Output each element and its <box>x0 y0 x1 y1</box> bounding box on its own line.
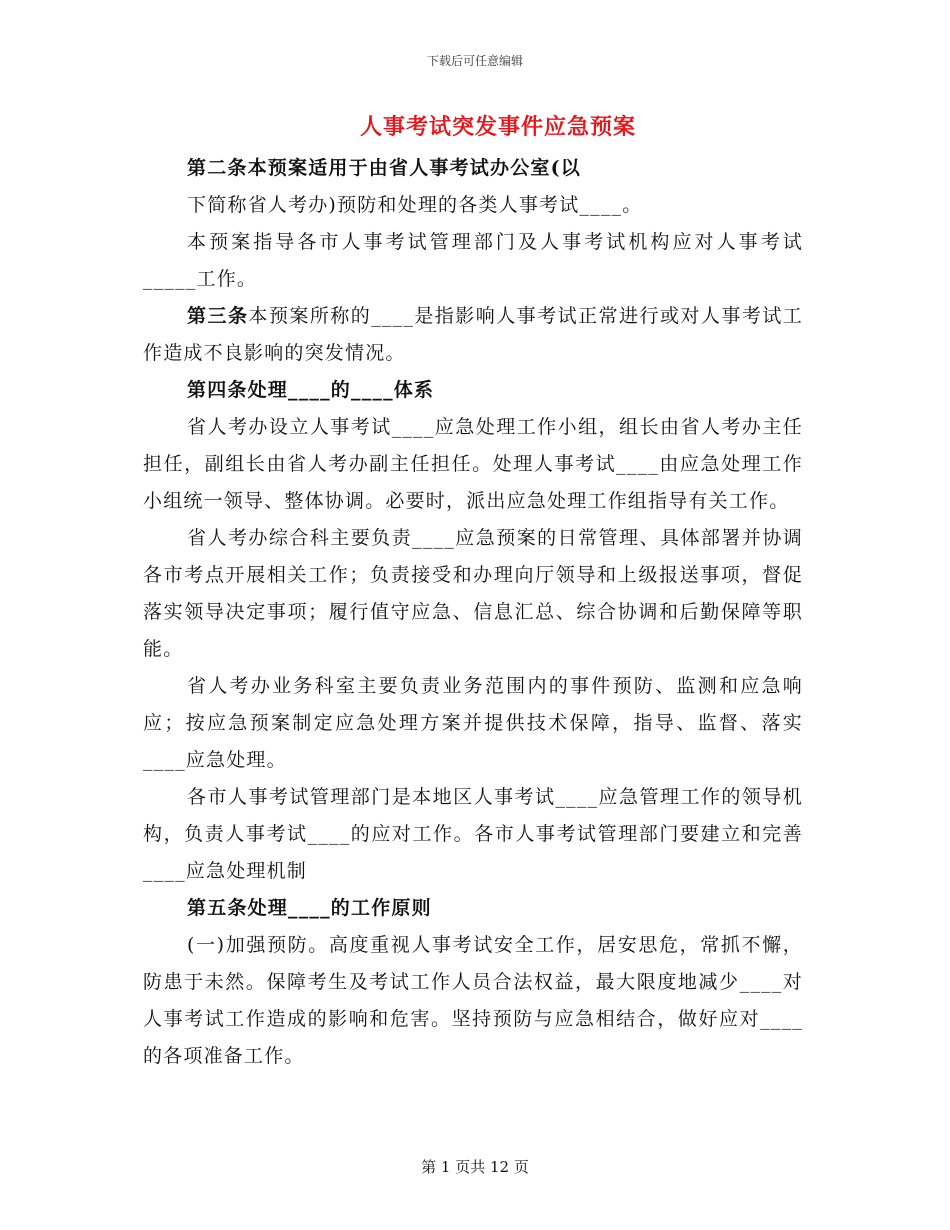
paragraph-article-2 <box>143 150 803 187</box>
paragraph-business-office <box>143 668 803 779</box>
document-title: 人事考试突发事件应急预案 <box>359 114 636 140</box>
paragraph-team <box>143 409 803 520</box>
article-heading: 第四条处理____的____体系 <box>187 379 435 401</box>
paragraph-text: 下简称省人考办)预防和处理的各类人事考试____。 <box>187 194 643 216</box>
paragraph-text: 省人考办设立人事考试____应急处理工作小组，组长由省人考办主任担任，副组长由省人考办副主任担任。处理人事考试____由应急处理工作小组统一领导、整体协调。必要时，派出应急处理工作组指导有关工作。 <box>143 416 803 512</box>
paragraph-article-4 <box>143 372 803 409</box>
paragraph-scope <box>143 187 803 224</box>
paragraph-city-departments <box>143 779 803 890</box>
page-header: 下载后可任意编辑 <box>426 54 523 68</box>
paragraph-guidance <box>143 224 803 298</box>
paragraph-article-3 <box>143 298 803 372</box>
paragraph-text: 本预案指导各市人事考试管理部门及人事考试机构应对人事考试_____工作。 <box>143 231 803 290</box>
page-footer: 第 1 页共 12 页 <box>421 1158 529 1176</box>
paragraph-text: 各市人事考试管理部门是本地区人事考试____应急管理工作的领导机构，负责人事考试____的应对工作。各市人事考试管理部门要建立和完善____应急处理机制 <box>143 786 803 882</box>
paragraph-prevention <box>143 927 803 1075</box>
paragraph-text: 省人考办综合科主要负责____应急预案的日常管理、具体部署并协调各市考点开展相关工作；负责接受和办理向厅领导和上级报送事项，督促落实领导决定事项；履行值守应急、信息汇总、综合协调和后勤保障等职能。 <box>143 527 803 660</box>
article-heading: 第三条 <box>187 305 249 327</box>
paragraph-text: 本预案所称的____是指影响人事考试正常进行或对人事考试工作造成不良影响的突发情况。 <box>143 305 803 364</box>
paragraph-article-5 <box>143 890 803 927</box>
paragraph-text: (一)加强预防。高度重视人事考试安全工作，居安思危，常抓不懈，防患于未然。保障考生及考试工作人员合法权益，最大限度地减少____对人事考试工作造成的影响和危害。坚持预防与应急相结合，做好应对____的各项准备工作。 <box>143 934 803 1067</box>
paragraph-general-office <box>143 520 803 668</box>
article-heading: 第五条处理____的工作原则 <box>187 897 432 919</box>
article-heading: 第二条本预案适用于由省人事考试办公室(以 <box>187 157 581 179</box>
paragraph-text: 省人考办业务科室主要负责业务范围内的事件预防、监测和应急响应；按应急预案制定应急处理方案并提供技术保障，指导、监督、落实____应急处理。 <box>143 675 803 771</box>
document-body <box>143 150 803 1075</box>
